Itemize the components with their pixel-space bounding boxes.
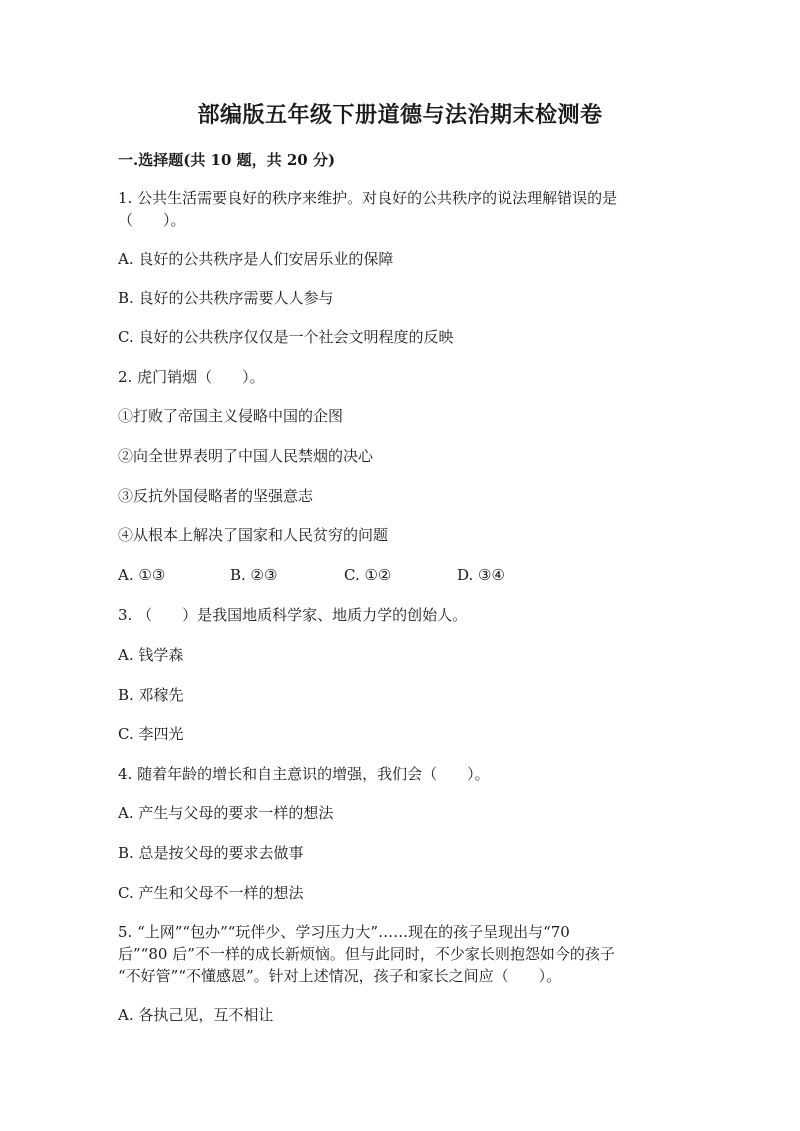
question-2-option-b: B. ②③	[230, 566, 278, 584]
question-2-statement-4: ④从根本上解决了国家和人民贫穷的问题	[118, 526, 389, 544]
exam-title: 部编版五年级下册道德与法治期末检测卷	[197, 102, 603, 128]
question-2-statement-1: ①打败了帝国主义侵略中国的企图	[118, 407, 344, 425]
question-2-statement-3: ③反抗外国侵略者的坚强意志	[118, 487, 314, 505]
question-3-option-b: B. 邓稼先	[118, 686, 184, 704]
question-1-option-c: C. 良好的公共秩序仅仅是一个社会文明程度的反映	[118, 328, 454, 346]
section-heading: 一.选择题(共 10 题，共 20 分)	[118, 151, 336, 169]
question-5-stem-line-3: “不好管”“不懂感恩”。针对上述情况，孩子和家长之间应（ ）。	[118, 967, 562, 985]
question-2-stem: 2. 虎门销烟（ ）。	[118, 368, 265, 386]
question-1-option-a: A. 良好的公共秩序是人们安居乐业的保障	[118, 250, 394, 268]
question-2-option-d: D. ③④	[457, 566, 505, 584]
question-1-option-b: B. 良好的公共秩序需要人人参与	[118, 289, 334, 307]
question-3-stem: 3. （ ）是我国地质科学家、地质力学的创始人。	[118, 606, 468, 624]
question-4-option-c: C. 产生和父母不一样的想法	[118, 884, 304, 902]
question-2-option-c: C. ①②	[344, 566, 392, 584]
question-2-statement-2: ②向全世界表明了中国人民禁烟的决心	[118, 447, 374, 465]
question-1-stem-line-1: 1. 公共生活需要良好的秩序来维护。对良好的公共秩序的说法理解错误的是	[118, 189, 618, 207]
question-1-stem-line-2: （ ）。	[118, 211, 186, 229]
question-3-option-a: A. 钱学森	[118, 646, 184, 664]
question-4-option-a: A. 产生与父母的要求一样的想法	[118, 804, 334, 822]
question-2-option-a: A. ①③	[118, 566, 166, 584]
question-5-option-a: A. 各执己见，互不相让	[118, 1006, 274, 1024]
question-4-option-b: B. 总是按父母的要求去做事	[118, 844, 304, 862]
question-4-stem: 4. 随着年龄的增长和自主意识的增强，我们会（ ）。	[118, 765, 490, 783]
question-5-stem-line-2: 后”“80 后”不一样的成长新烦恼。但与此同时，不少家长则抱怨如今的孩子	[118, 945, 615, 963]
question-3-option-c: C. 李四光	[118, 725, 184, 743]
question-5-stem-line-1: 5. “上网”“包办”“玩伴少、学习压力大”……现在的孩子呈现出与“70	[118, 923, 570, 941]
